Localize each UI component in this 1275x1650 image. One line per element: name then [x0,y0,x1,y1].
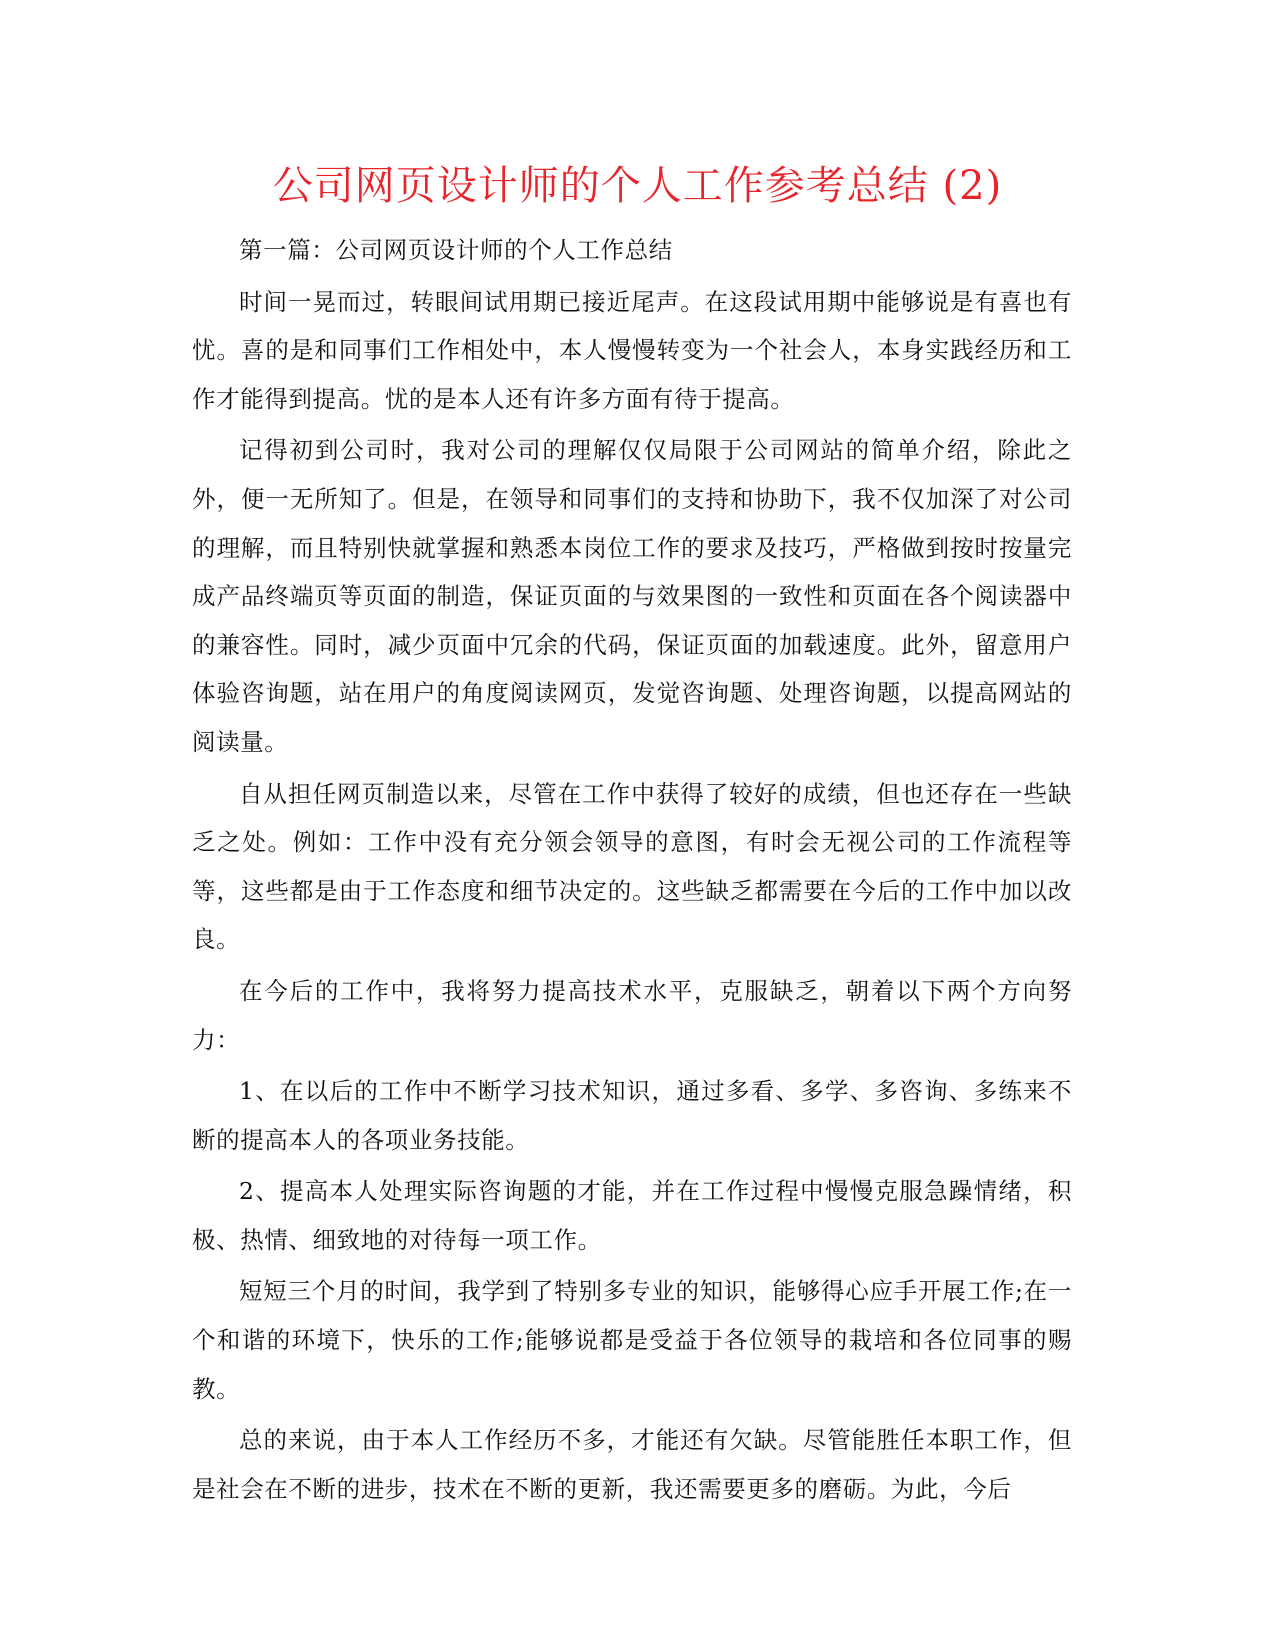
paragraph: 总的来说，由于本人工作经历不多，才能还有欠缺。尽管能胜任本职工作，但是社会在不断的进步，技术在不断的更新，我还需要更多的磨砺。为此，今后 [192,1426,1072,1503]
paragraph-list-item: 1、在以后的工作中不断学习技术知识，通过多看、多学、多咨询、多练来不断的提高本人的各项业务技能。 [192,1077,1072,1154]
paragraph: 记得初到公司时，我对公司的理解仅仅局限于公司网站的简单介绍，除此之外，便一无所知了。但是，在领导和同事们的支持和协助下，我不仅加深了对公司的理解，而且特别快就掌握和熟悉本岗位工作的要求及技巧，严格做到按时按量完成产品终端页等页面的制造，保证页面的与效果图的一致性和页面在各个阅读器中的兼容性。同时，减少页面中冗余的代码，保证页面的加载速度。此外，留意用户体验咨询题，站在用户的角度阅读网页，发觉咨询题、处理咨询题，以提高网站的阅读量。 [192,436,1072,756]
document-body [192,226,1072,1516]
paragraph: 自从担任网页制造以来，尽管在工作中获得了较好的成绩，但也还存在一些缺乏之处。例如：工作中没有充分领会领导的意图，有时会无视公司的工作流程等等，这些都是由于工作态度和细节决定的。这些缺乏都需要在今后的工作中加以改良。 [192,779,1072,954]
document-title: 公司网页设计师的个人工作参考总结 (2) [272,163,1003,209]
paragraph: 时间一晃而过，转眼间试用期已接近尾声。在这段试用期中能够说是有喜也有忧。喜的是和同事们工作相处中，本人慢慢转变为一个社会人，本身实践经历和工作才能得到提高。忧的是本人还有许多方面有待于提高。 [192,287,1072,413]
paragraph: 短短三个月的时间，我学到了特别多专业的知识，能够得心应手开展工作;在一个和谐的环境下，快乐的工作;能够说都是受益于各位领导的栽培和各位同事的赐教。 [192,1277,1072,1403]
paragraph-section-heading: 第一篇：公司网页设计师的个人工作总结 [239,236,673,264]
paragraph-list-item: 2、提高本人处理实际咨询题的才能，并在工作过程中慢慢克服急躁情绪，积极、热情、细致地的对待每一项工作。 [192,1177,1072,1254]
paragraph: 在今后的工作中，我将努力提高技术水平，克服缺乏，朝着以下两个方向努力： [192,976,1072,1054]
